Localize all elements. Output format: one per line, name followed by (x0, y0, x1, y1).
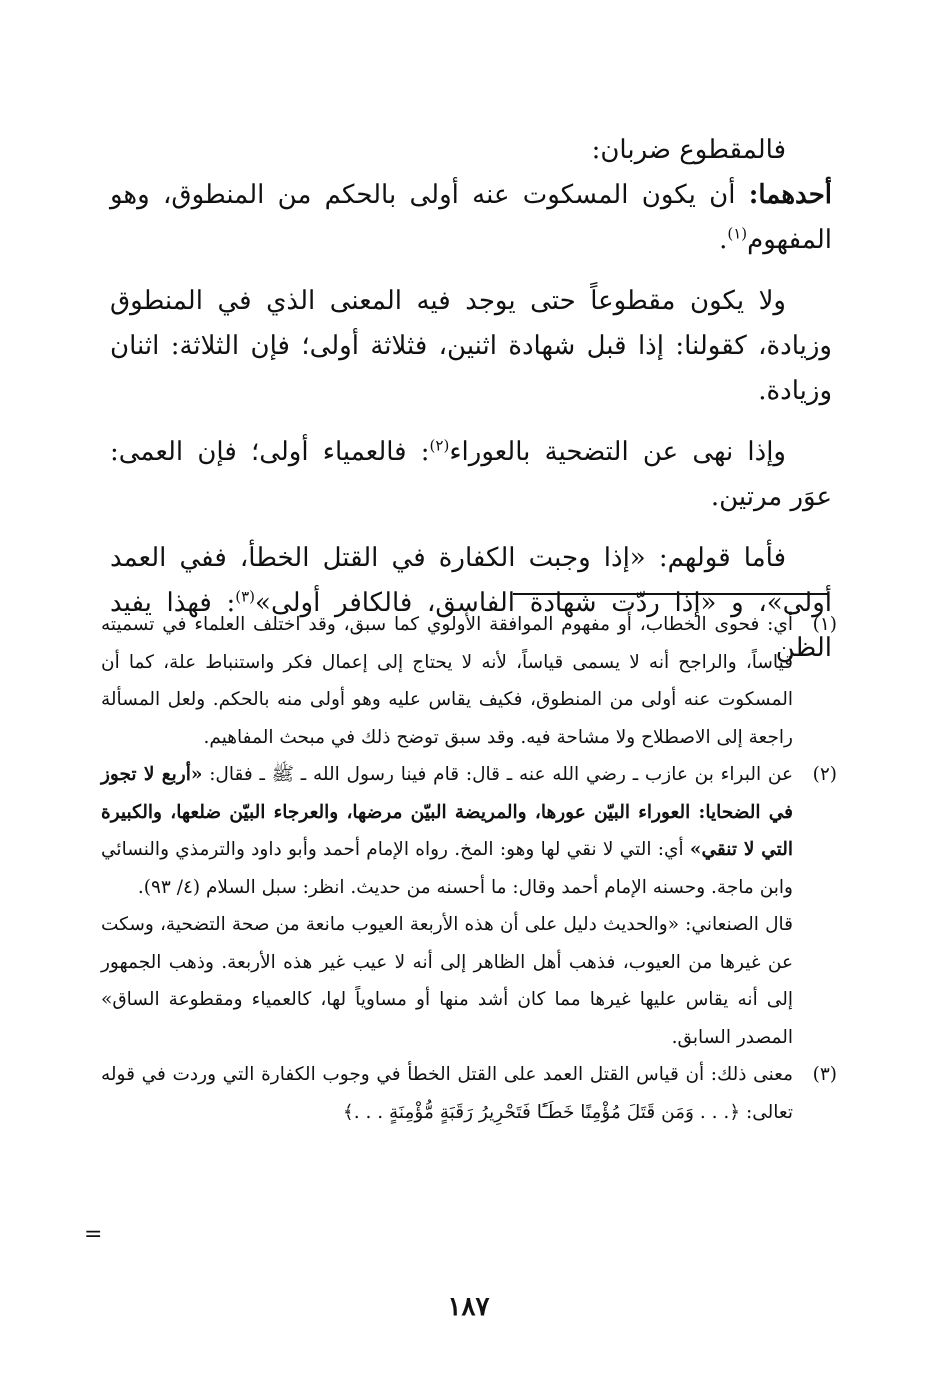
footnote-1 (101, 606, 837, 756)
footnote-2-continuation: قال الصنعاني: «والحديث دليل على أن هذه الأربعة العيوب مانعة من صحة التضحية، وسكت عن غيرها من العيوب، فذهب أهل الظاهر إلى أنه لا عيب غير هذه الأربعة. وذهب الجمهور إلى أنه يقاس عليها غيرها مما كان أشد منها أو مساوياً لها، كالعمياء ومقطوعة الساق» المصدر السابق. (101, 914, 793, 1048)
spacer (110, 520, 832, 536)
first-type-label: أحدهما: (748, 180, 832, 210)
spacer (110, 414, 832, 430)
page-number: ١٨٧ (447, 1292, 490, 1322)
paragraph-first-type (110, 173, 832, 263)
footnote-3-text: معنى ذلك: أن قياس القتل العمد على القتل الخطأ في وجوب الكفارة التي وردت في قوله تعالى: ﴿. . . وَمَن قَتَلَ مُؤْمِنًا خَطَـًٔا فَتَحْرِيرُ رَقَبَةٍ مُّؤْمِنَةٍ . . .﴾ (101, 1064, 793, 1123)
first-type-text: أن يكون المسكوت عنه أولى بالحكم من المنطوق، وهو المفهوم (110, 180, 832, 255)
paragraph-condition: ولا يكون مقطوعاً حتى يوجد فيه المعنى الذي في المنطوق وزيادة، كقولنا: إذا قبل شهادة اثنين، فثلاثة أولى؛ فإن الثلاثة: اثنان وزيادة. (110, 286, 832, 406)
paragraph-blind-example (110, 430, 832, 520)
footnote-1-text: أي: فحوى الخطاب، أو مفهوم الموافقة الأولوي كما سبق، وقد اختلف العلماء في تسميته قياساً، والراجح أنه لا يسمى قياساً، لأنه لا يحتاج إلى إعمال فكر واستنباط علة، كما أن المسكوت عنه أولى من المنطوق، فكيف يقاس عليه وهو أولى منه بالحكم. ولعل المسألة راجعة إلى الاصطلاح ولا مشاحة فيه. وقد سبق توضح ذلك في مبحث المفاهيم. (101, 614, 793, 748)
footnote-3 (101, 1056, 837, 1131)
main-text (110, 128, 832, 671)
intro-text: فالمقطوع ضربان: (591, 135, 786, 165)
spacer (110, 263, 832, 279)
footnote-ref-2[interactable]: (٢) (429, 436, 450, 455)
footnote-divider (513, 593, 829, 595)
paragraph-intro (110, 128, 832, 173)
footnote-1-number: (١) (812, 614, 837, 635)
blind-example-end: : فالعمياء أولى؛ فإن العمى: عوَر مرتين. (110, 437, 832, 512)
first-type-end: . (719, 225, 728, 255)
footnote-2-number: (٢) (812, 764, 837, 785)
footnote-2-text-b: أي: التي لا نقي لها وهو: المخ. رواه الإمام أحمد وأبو داود والترمذي والنسائي وابن ماجة. وحسنه الإمام أحمد وقال: ما أحسنه من حديث. انظر: سبل السلام (٤/ ٩٣). (101, 839, 793, 898)
footnote-ref-1[interactable]: (١) (727, 224, 748, 243)
their-saying-text: فأما قولهم: «إذا وجبت الكفارة في القتل الخطأ، ففي العمد أولى»، و «إذا ردّت شهادة الفاسق، فالكافر أولى» (110, 543, 832, 618)
footnote-2-hadith: «أربع لا تجوز في الضحايا: العوراء البيّن عورها، والمريضة البيّن مرضها، والعرجاء البيّن ضلعها، والكبيرة التي لا تنقي» (101, 764, 793, 860)
footnote-2 (101, 756, 837, 906)
continuation-mark: = (84, 1222, 103, 1247)
footnotes (101, 606, 837, 1131)
blind-example-text: وإذا نهى عن التضحية بالعوراء (449, 437, 786, 467)
their-saying-end: : فهذا يفيد الظن (110, 588, 832, 663)
footnote-ref-3[interactable]: (٣) (235, 587, 256, 606)
footnote-2-text-a: عن البراء بن عازب ـ رضي الله عنه ـ قال: قام فينا رسول الله ـ ﷺ ـ فقال: (202, 764, 793, 785)
footnote-3-number: (٣) (812, 1064, 837, 1085)
